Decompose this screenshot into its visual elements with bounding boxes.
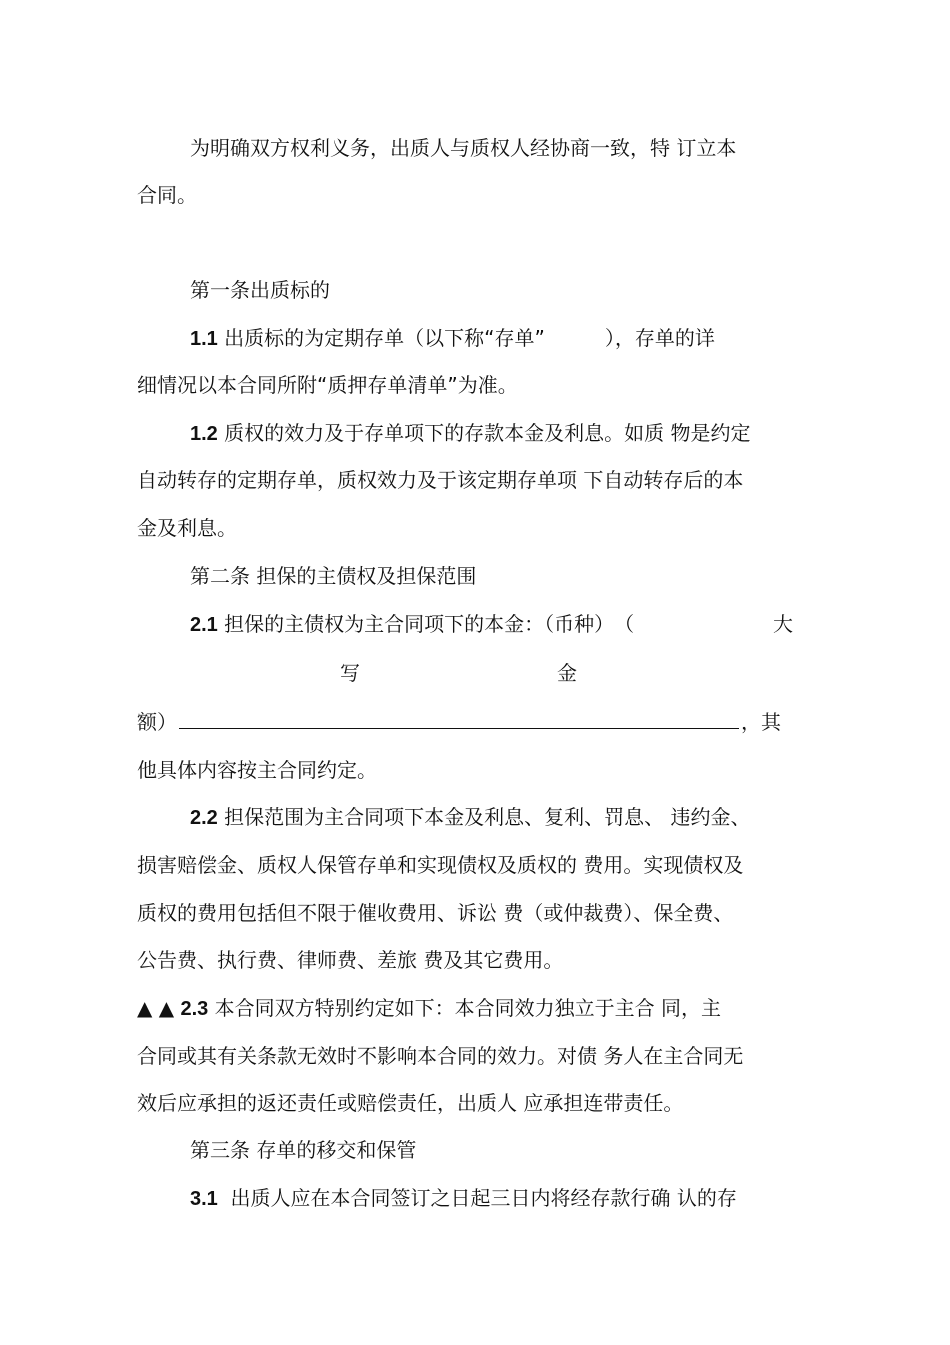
- clause-2-1-char-jin: 金: [557, 661, 577, 685]
- clause-2-3-line-3: 效后应承担的返还责任或赔偿责任，出质人 应承担连带责任。: [137, 1091, 684, 1115]
- clause-1-2-line-3: 金及利息。: [137, 516, 237, 540]
- clause-2-2-number: 2.2: [190, 807, 218, 829]
- clause-1-2-line-1: [190, 421, 870, 446]
- clause-2-1-char-da: 大: [773, 612, 793, 636]
- clause-2-2-line-4: 公告费、执行费、律师费、差旅 费及其它费用。: [137, 948, 564, 972]
- clause-2-2-line-3: 质权的费用包括但不限于催收费用、诉讼 费（或仲裁费）、保全费、: [137, 901, 734, 925]
- article-1-title: 第一条出质标的: [190, 278, 330, 302]
- clause-2-2-line-2: 损害赔偿金、质权人保管存单和实现债权及质权的 费用。实现债权及: [137, 853, 744, 877]
- clause-1-1-number: 1.1: [190, 328, 218, 350]
- clause-2-1-number: 2.1: [190, 614, 218, 636]
- clause-2-3-number: 2.3: [180, 998, 209, 1020]
- clause-2-1-line-4: 他具体内容按主合同约定。: [137, 758, 377, 782]
- clause-1-1-text: 出质标的为定期存单（以下称“存单” ），存单的详: [224, 326, 715, 350]
- clause-2-3-text: 本合同双方特别约定如下：本合同效力独立于主合 同，主: [214, 996, 722, 1020]
- amount-blank-field: [179, 710, 739, 729]
- article-3-title: 第三条 存单的移交和保管: [190, 1138, 417, 1162]
- clause-2-2-line-1: [190, 805, 870, 830]
- triangle-marks: ▲ ▲: [137, 996, 175, 1020]
- clause-1-1-line-1: [190, 326, 870, 351]
- clause-1-2-line-2: 自动转存的定期存单，质权效力及于该定期存单项 下自动转存后的本: [137, 468, 744, 492]
- intro-line-1: 为明确双方权利义务，出质人与质权人经协商一致，特 订立本: [190, 136, 737, 160]
- clause-2-1-qi: ，其: [741, 710, 781, 734]
- clause-3-1-line-1: [190, 1186, 870, 1211]
- clause-2-3-line-1: [137, 996, 817, 1021]
- clause-2-1-text: 担保的主债权为主合同项下的本金：（币种） （: [224, 612, 635, 636]
- clause-2-1-char-xie: 写: [340, 661, 360, 685]
- clause-1-1-line-2: 细情况以本合同所附“质押存单清单”为准。: [137, 373, 518, 397]
- clause-3-1-number: 3.1: [190, 1188, 218, 1210]
- clause-1-2-text: 质权的效力及于存单项下的存款本金及利息。如质 物是约定: [224, 421, 751, 445]
- clause-2-3-line-2: 合同或其有关条款无效时不影响本合同的效力。对债 务人在主合同无: [137, 1044, 744, 1068]
- clause-3-1-text: 出质人应在本合同签订之日起三日内将经存款行确 认的存: [230, 1186, 737, 1210]
- clause-2-2-text: 担保范围为主合同项下本金及利息、复利、罚息、 违约金、: [224, 805, 751, 829]
- clause-1-2-number: 1.2: [190, 423, 218, 445]
- intro-line-2: 合同。: [137, 183, 197, 207]
- clause-2-1-line-1: [190, 612, 870, 637]
- article-2-title: 第二条 担保的主债权及担保范围: [190, 564, 477, 588]
- clause-2-1-amount-label: 额）: [137, 710, 177, 734]
- clause-2-1-amount-line: [137, 710, 817, 734]
